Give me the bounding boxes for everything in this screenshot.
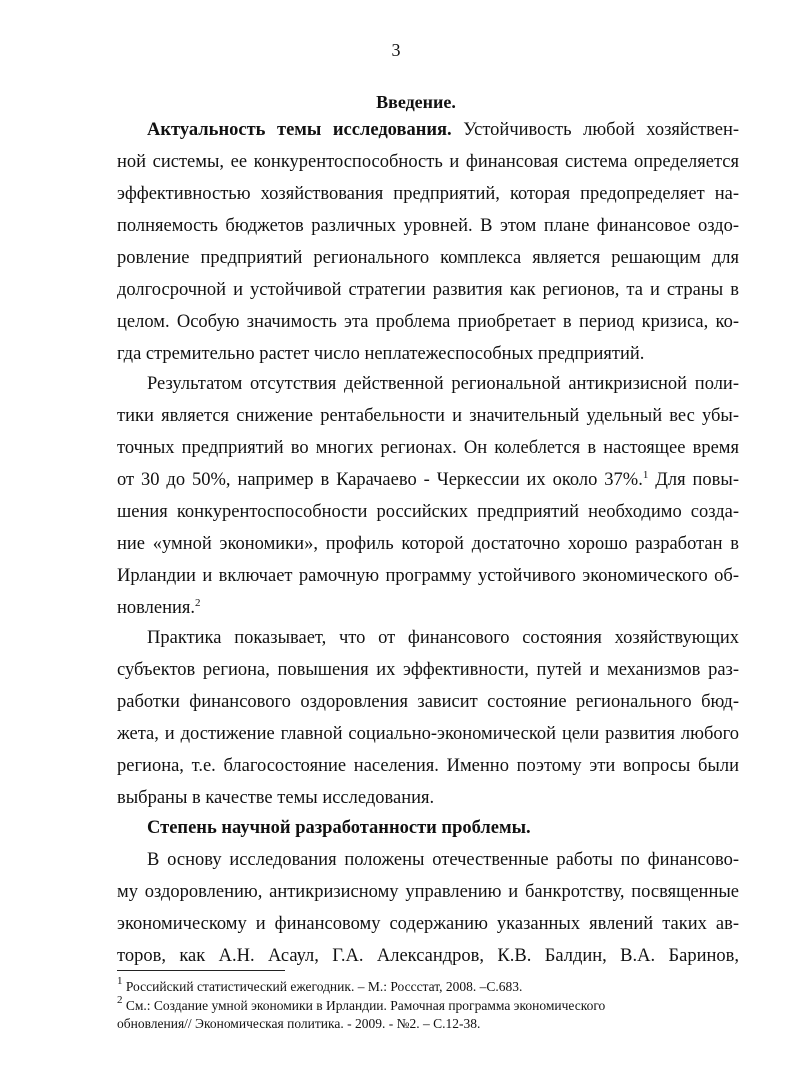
subheading-text: Степень научной разработанности проблемы. <box>147 818 531 838</box>
text-line: региона, т.е. благосостояние населения. Именно поэтому эти вопросы были <box>117 756 739 776</box>
text-line <box>117 470 739 502</box>
page-number: 3 <box>391 40 401 60</box>
text-line: Результатом отсутствия действенной региональной антикризисной поли- <box>147 374 739 394</box>
text-line: Практика показывает, что от финансового состояния хозяйствующих <box>147 628 739 648</box>
footnote-text: Российский статистический ежегодник. – М.: Росcстат, 2008. –С.683. <box>125 979 523 994</box>
text-line: му оздоровлению, антикризисному управлению и банкротству, посвященные <box>117 882 739 902</box>
footnote-marker: 1 <box>117 975 123 987</box>
text-line: гда стремительно растет число неплатежеспособных предприятий. <box>117 344 645 364</box>
text-line: ние «умной экономики», профиль которой достаточно хорошо разработан в <box>117 534 739 554</box>
text-line <box>147 120 739 152</box>
section-title: Введение. <box>376 92 456 112</box>
footnote-1 <box>117 975 739 996</box>
text-line: точных предприятий во многих регионах. Он колеблется в настоящее время <box>117 438 739 458</box>
text-span: от 30 до 50%, например в Карачаево - Черкессии их около 37%. <box>117 470 643 490</box>
footnote-divider <box>117 970 285 971</box>
text-line: Ирландии и включает рамочную программу устойчивого экономического об- <box>117 566 739 586</box>
text-line: шения конкурентоспособности российских предприятий необходимо созда- <box>117 502 739 522</box>
footnote-2 <box>117 994 739 1015</box>
text-line: долгосрочной и устойчивой стратегии развития как регионов, та и страны в <box>117 280 739 300</box>
footnote-ref-2[interactable]: 2 <box>195 597 201 609</box>
footnote-text: См.: Создание умной экономики в Ирландии. Рамочная программа экономического <box>125 998 606 1013</box>
footnote-2-cont: обновления// Экономическая политика. - 2009. - №2. – С.12-38. <box>117 1016 481 1031</box>
text-line: жета, и достижение главной социально-экономической цели развития любого <box>117 724 739 744</box>
text-line: ной системы, ее конкурентоспособность и финансовая система определяется <box>117 152 739 172</box>
text-line: эффективностью хозяйствования предприятий, которая предопределяет на- <box>117 184 739 204</box>
text-line <box>117 598 739 630</box>
text-line: тики является снижение рентабельности и значительный удельный вес убы- <box>117 406 739 426</box>
text-line: субъектов региона, повышения их эффективности, путей и механизмов раз- <box>117 660 739 680</box>
text-line: полняемость бюджетов различных уровней. В этом плане финансовое оздо- <box>117 216 739 236</box>
lead-phrase: Актуальность темы исследования. <box>147 120 452 140</box>
text-line: ровление предприятий регионального комплекса является решающим для <box>117 248 739 268</box>
text-line: выбраны в качестве темы исследования. <box>117 788 435 808</box>
footnote-marker: 2 <box>117 994 123 1006</box>
text-line: работки финансового оздоровления зависит состояние регионального бюд- <box>117 692 739 712</box>
text-span: новления. <box>117 598 196 618</box>
footnote-ref-1[interactable]: 1 <box>642 469 649 481</box>
text-line: торов, как А.Н. Асаул, Г.А. Александров, К.В. Балдин, В.А. Баринов, <box>117 946 739 966</box>
text-span: Для повы- <box>655 470 740 490</box>
text-line: экономическому и финансовому содержанию указанных явлений таких ав- <box>117 914 739 934</box>
text-line: В основу исследования положены отечественные работы по финансово- <box>147 850 739 870</box>
text-line: целом. Особую значимость эта проблема приобретает в период кризиса, ко- <box>117 312 739 332</box>
text-span: Устойчивость любой хозяйствен- <box>463 120 740 140</box>
